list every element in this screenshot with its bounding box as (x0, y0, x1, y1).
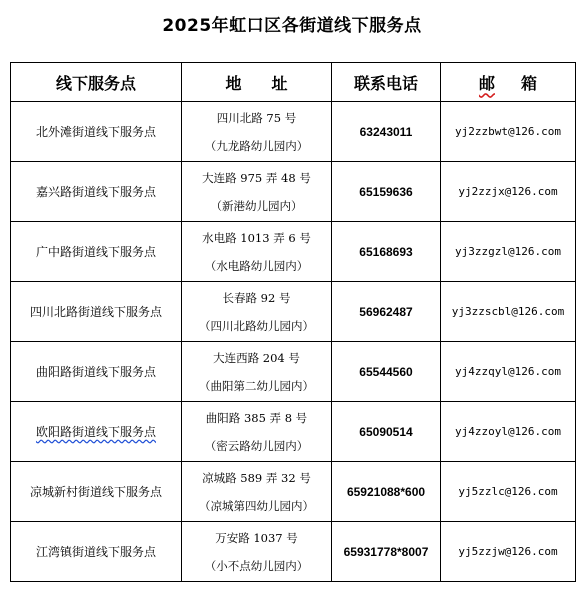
service-point-email[interactable]: yj4zzoyl@126.com (441, 402, 576, 462)
service-point-phone: 65544560 (332, 342, 441, 402)
service-point-address (182, 162, 332, 222)
service-point-name: 广中路街道线下服务点 (11, 222, 182, 282)
header-email (441, 63, 576, 102)
service-point-phone: 65090514 (332, 402, 441, 462)
address-note: （九龙路幼儿园内） (204, 138, 309, 153)
service-point-address (182, 342, 332, 402)
service-point-name: 四川北路街道线下服务点 (11, 282, 182, 342)
address-line: 四川北路 75 号 (216, 110, 297, 125)
service-point-name: 北外滩街道线下服务点 (11, 102, 182, 162)
address-line: 大连西路 204 号 (213, 350, 300, 365)
service-point-name: 曲阳路街道线下服务点 (11, 342, 182, 402)
service-point-address (182, 462, 332, 522)
service-point-email[interactable]: yj3zzgzl@126.com (441, 222, 576, 282)
service-point-address (182, 402, 332, 462)
header-phone: 联系电话 (332, 63, 441, 102)
service-point-phone: 65931778*8007 (332, 522, 441, 582)
table-header-row (11, 63, 576, 102)
service-point-phone: 65921088*600 (332, 462, 441, 522)
address-note: （小不点幼儿园内） (204, 558, 309, 573)
header-address-char-1: 地 (225, 73, 242, 93)
service-point-phone: 65168693 (332, 222, 441, 282)
header-email-char-2: 箱 (521, 73, 538, 93)
address-line: 万安路 1037 号 (215, 530, 298, 545)
service-point-email[interactable]: yj3zzscbl@126.com (441, 282, 576, 342)
address-line: 曲阳路 385 弄 8 号 (205, 410, 308, 425)
service-point-phone: 56962487 (332, 282, 441, 342)
table-row (11, 282, 576, 342)
service-point-email[interactable]: yj2zzjx@126.com (441, 162, 576, 222)
address-line: 水电路 1013 弄 6 号 (202, 230, 311, 245)
address-note: （水电路幼儿园内） (204, 258, 309, 273)
service-point-name: 江湾镇街道线下服务点 (11, 522, 182, 582)
service-point-name: 嘉兴路街道线下服务点 (11, 162, 182, 222)
service-point-name: 欧阳路街道线下服务点 (11, 402, 182, 462)
service-point-address (182, 222, 332, 282)
service-point-email[interactable]: yj2zzbwt@126.com (441, 102, 576, 162)
service-points-table (10, 62, 576, 582)
table-row (11, 462, 576, 522)
service-point-name: 凉城新村街道线下服务点 (11, 462, 182, 522)
address-line: 凉城路 589 弄 32 号 (202, 470, 311, 485)
header-address-char-2: 址 (271, 73, 288, 93)
service-point-address (182, 282, 332, 342)
service-point-email[interactable]: yj5zzjw@126.com (441, 522, 576, 582)
service-point-phone: 65159636 (332, 162, 441, 222)
header-name: 线下服务点 (11, 63, 182, 102)
address-note: （曲阳第二幼儿园内） (199, 378, 314, 393)
address-line: 长春路 92 号 (222, 290, 291, 305)
table-row (11, 162, 576, 222)
service-point-address (182, 522, 332, 582)
table-row (11, 102, 576, 162)
address-note: （四川北路幼儿园内） (199, 318, 314, 333)
address-line: 大连路 975 弄 48 号 (202, 170, 311, 185)
address-note: （凉城第四幼儿园内） (199, 498, 314, 513)
service-point-address (182, 102, 332, 162)
service-point-email[interactable]: yj4zzqyl@126.com (441, 342, 576, 402)
address-note: （密云路幼儿园内） (204, 438, 309, 453)
header-email-char-1: 邮 (478, 73, 495, 93)
table-row (11, 342, 576, 402)
header-address (182, 63, 332, 102)
service-point-phone: 63243011 (332, 102, 441, 162)
address-note: （新港幼儿园内） (210, 198, 303, 213)
table-row (11, 402, 576, 462)
page-title: 2025年虹口区各街道线下服务点 (162, 16, 422, 36)
table-row (11, 222, 576, 282)
table-row (11, 522, 576, 582)
service-point-email[interactable]: yj5zzlc@126.com (441, 462, 576, 522)
